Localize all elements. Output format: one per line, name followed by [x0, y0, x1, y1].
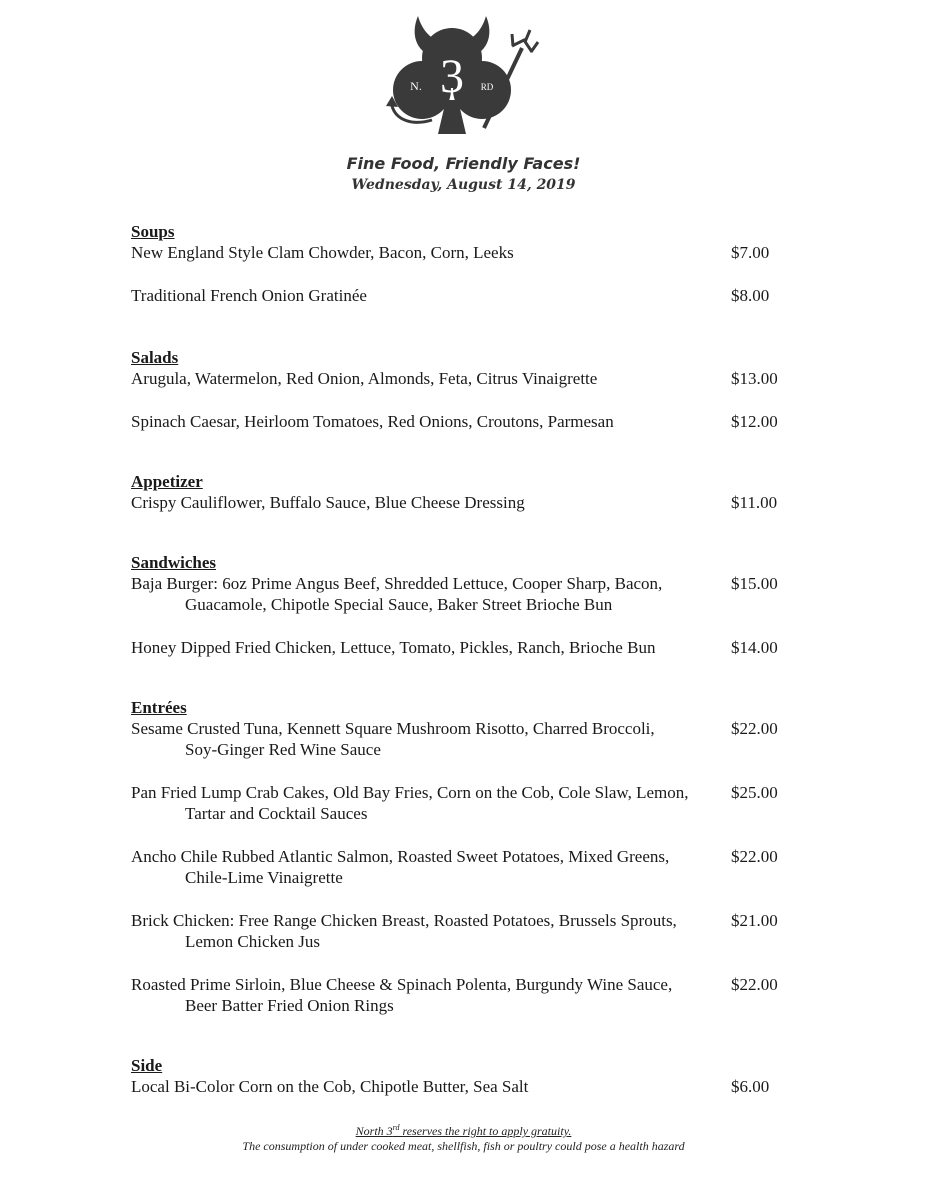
menu-item: [131, 285, 831, 306]
item-description: Brick Chicken: Free Range Chicken Breast, Roasted Potatoes, Brussels Sprouts,: [131, 911, 677, 930]
item-price: $22.00: [731, 719, 778, 738]
menu-item: [131, 910, 831, 952]
menu-section: [131, 698, 831, 1016]
section-title: Sandwiches: [131, 553, 217, 572]
item-description: New England Style Clam Chowder, Bacon, Corn, Leeks: [131, 243, 514, 262]
item-description-continued: Beer Batter Fried Onion Rings: [185, 996, 394, 1015]
health-warning: The consumption of under cooked meat, shellfish, fish or poultry could pose a health hazard: [242, 1139, 685, 1153]
item-price: $12.00: [731, 412, 778, 431]
item-description: Arugula, Watermelon, Red Onion, Almonds, Feta, Citrus Vinaigrette: [131, 369, 598, 388]
menu-section: [131, 553, 831, 658]
item-description-continued: Tartar and Cocktail Sauces: [185, 804, 368, 823]
menu-item: [131, 974, 831, 1016]
menu-item: [131, 637, 831, 658]
item-price: $13.00: [731, 369, 778, 388]
item-description: Pan Fried Lump Crab Cakes, Old Bay Fries, Corn on the Cob, Cole Slaw, Lemon,: [131, 783, 689, 802]
item-price: $22.00: [731, 847, 778, 866]
menu-item: [131, 846, 831, 888]
section-title: Salads: [131, 348, 179, 367]
item-price: $15.00: [731, 574, 778, 593]
menu-item: [131, 573, 831, 615]
item-description: Ancho Chile Rubbed Atlantic Salmon, Roasted Sweet Potatoes, Mixed Greens,: [131, 847, 670, 866]
section-title: Soups: [131, 222, 175, 241]
gratuity-notice: [0, 1120, 927, 1139]
menu-item: [131, 242, 831, 263]
devil-club-logo-icon: [362, 8, 542, 138]
logo-prefix: N.: [410, 79, 422, 93]
item-price: $11.00: [731, 493, 778, 512]
item-price: $22.00: [731, 975, 778, 994]
logo-suffix: RD: [480, 82, 494, 92]
item-description: Local Bi-Color Corn on the Cob, Chipotle Butter, Sea Salt: [131, 1077, 529, 1096]
menu-date: Wednesday, August 14, 2019: [351, 177, 576, 193]
item-price: $7.00: [731, 243, 770, 262]
gratuity-text-end: reserves the right to apply gratuity.: [399, 1124, 572, 1138]
item-price: $14.00: [731, 638, 778, 657]
gratuity-text-start: North 3: [355, 1124, 393, 1138]
item-description-continued: Guacamole, Chipotle Special Sauce, Baker Street Brioche Bun: [185, 595, 613, 614]
restaurant-logo: [362, 8, 542, 138]
item-description: Spinach Caesar, Heirloom Tomatoes, Red Onions, Croutons, Parmesan: [131, 412, 614, 431]
item-description: Honey Dipped Fried Chicken, Lettuce, Tomato, Pickles, Ranch, Brioche Bun: [131, 638, 656, 657]
menu-section: [131, 1056, 831, 1097]
item-price: $8.00: [731, 286, 770, 305]
section-title: Entrées: [131, 698, 187, 717]
footer: [0, 1120, 927, 1154]
menu-item: [131, 718, 831, 760]
item-description-continued: Lemon Chicken Jus: [185, 932, 321, 951]
section-title: Side: [131, 1056, 163, 1075]
menu-section: [131, 348, 831, 432]
menu-body: [131, 222, 831, 1137]
menu-section: [131, 472, 831, 513]
menu-item: [131, 782, 831, 824]
menu-item: [131, 368, 831, 389]
item-price: $21.00: [731, 911, 778, 930]
gratuity-superscript: rd: [392, 1123, 400, 1132]
item-description: Roasted Prime Sirloin, Blue Cheese & Spinach Polenta, Burgundy Wine Sauce,: [131, 975, 673, 994]
item-description-continued: Soy-Ginger Red Wine Sauce: [185, 740, 381, 759]
menu-item: [131, 492, 831, 513]
section-title: Appetizer: [131, 472, 203, 491]
menu-section: [131, 222, 831, 306]
item-price: $6.00: [731, 1077, 770, 1096]
item-price: $25.00: [731, 783, 778, 802]
item-description: Sesame Crusted Tuna, Kennett Square Mushroom Risotto, Charred Broccoli,: [131, 719, 655, 738]
menu-item: [131, 1076, 831, 1097]
item-description: Baja Burger: 6oz Prime Angus Beef, Shredded Lettuce, Cooper Sharp, Bacon,: [131, 574, 663, 593]
tagline: Fine Food, Friendly Faces!: [346, 154, 581, 173]
logo-number: 3: [440, 50, 464, 103]
item-description-continued: Chile-Lime Vinaigrette: [185, 868, 343, 887]
item-description: Traditional French Onion Gratinée: [131, 286, 367, 305]
item-description: Crispy Cauliflower, Buffalo Sauce, Blue Cheese Dressing: [131, 493, 525, 512]
menu-item: [131, 411, 831, 432]
